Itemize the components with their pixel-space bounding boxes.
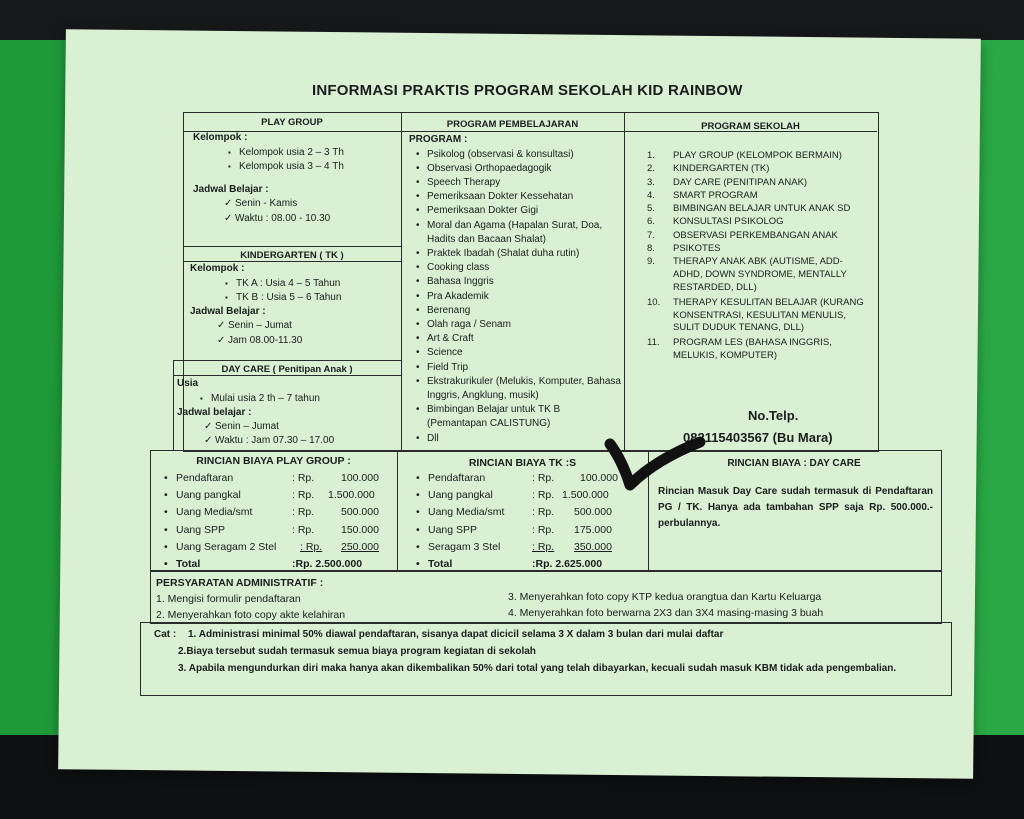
tk-kelompok-list — [224, 277, 395, 305]
list-item: 3. Apabila mengundurkan diri maka hanya akan dikembalikan 50% dari total yang telah dibayarkan, kecuali sudah masuk KBM tidak ada pengembalian. — [178, 663, 897, 674]
list-item: 8. PSIKOTES — [647, 243, 721, 255]
list-item: • Art & Craft — [415, 332, 621, 346]
list-item: ▪ Mulai usia 2 th – 7 tahun — [199, 392, 397, 406]
fees-pg-table — [164, 470, 394, 573]
daycare-section — [177, 377, 397, 449]
list-item: 1. PLAY GROUP (KELOMPOK BERMAIN) — [647, 150, 842, 161]
tk-section — [190, 262, 395, 348]
fees-pg-header: RINCIAN BIAYA PLAY GROUP : — [196, 455, 351, 467]
fees-dc-text: Rincian Masuk Day Care sudah termasuk di Pendaftaran PG / TK. Hanya ada tambahan SPP saja Rp. 500.000.- perbulannya. — [658, 486, 933, 529]
program-sekolah-section — [647, 150, 872, 363]
list-item: • Pemeriksaan Dokter Kessehatan — [415, 190, 621, 204]
list-item: ▪ TK A : Usia 4 – 5 Tahun — [224, 277, 395, 291]
tk-kelompok-label: Kelompok : — [190, 263, 245, 274]
list-item: • Olah raga / Senam — [415, 318, 621, 332]
fee-row: • Uang SPP : Rp. 175.000 — [416, 522, 644, 539]
dc-jadwal-label: Jadwal belajar : — [177, 406, 252, 418]
pg-tk-divider — [183, 246, 401, 247]
list-item: 4. SMART PROGRAM — [647, 189, 758, 201]
list-item: ▪ Kelompok usia 3 – 4 Th — [227, 160, 393, 174]
requirements-right — [508, 589, 938, 621]
fee-row: • Pendaftaran : Rp. 100.000 — [164, 470, 394, 487]
tk-jadwal-label: Jadwal Belajar : — [190, 305, 266, 317]
list-item: 11. PROGRAM LES (BAHASA INGGRIS, MELUKIS, KOMPUTER) — [647, 337, 832, 361]
fees-tk-table — [416, 470, 644, 573]
requirements-left — [156, 591, 496, 623]
list-item: ✓ Senin – Jumat — [216, 319, 395, 333]
list-item: 1. Administrasi minimal 50% diawal pendaftaran, sisanya dapat dicicil selama 3 X dalam 3 bulan dari mulai daftar — [188, 629, 724, 640]
list-item: 3. DAY CARE (PENITIPAN ANAK) — [647, 176, 808, 188]
col-header-play-group: PLAY GROUP — [261, 117, 323, 128]
list-item: • Moral dan Agama (Hapalan Surat, Doa, Hadits dan Bacaan Shalat) — [415, 219, 621, 247]
dc-usia-label: Usia — [177, 378, 199, 389]
list-item: • Field Trip — [415, 361, 621, 375]
fee-row: • Uang pangkal : Rp. 1.500.000 — [416, 487, 644, 504]
list-item: 6. KONSULTASI PSIKOLOG — [647, 216, 784, 228]
dc-jadwal-list — [203, 420, 397, 448]
list-item: 10. THERAPY KESULITAN BELAJAR (KURANG KONSENTRASI, KESULITAN MENULIS, SULIT DUDUK TENANG, DLL) — [647, 296, 864, 334]
list-item: • Praktek Ibadah (Shalat duha rutin) — [415, 247, 621, 261]
tk-jadwal-list — [216, 319, 395, 347]
list-item: ✓ Senin – Jumat — [203, 420, 397, 434]
document-title: INFORMASI PRAKTIS PROGRAM SEKOLAH KID RAINBOW — [312, 82, 743, 99]
divider-col2 — [624, 112, 625, 450]
notes-list — [178, 626, 943, 677]
list-item: 2.Biaya tersebut sudah termasuk semua biaya program kegiatan di sekolah — [178, 646, 536, 657]
fee-total-row: • Total :Rp. 2.500.000 — [164, 556, 394, 573]
divider-col1 — [401, 112, 402, 450]
pg-kelompok-label: Kelompok : — [193, 132, 248, 143]
dc-usia-list — [199, 392, 397, 406]
list-item: 1. Mengisi formulir pendaftaran — [156, 593, 301, 605]
notes-label: Cat : — [154, 629, 177, 640]
pg-kelompok-list — [227, 146, 393, 174]
list-item: ▪ Kelompok usia 2 – 3 Th — [227, 146, 393, 160]
fees-tk-header: RINCIAN BIAYA TK :S — [468, 457, 577, 469]
list-item: • Speech Therapy — [415, 176, 621, 190]
program-label: PROGRAM : — [409, 134, 468, 145]
list-item: • Pra Akademik — [415, 290, 621, 304]
col-header-program-sekolah: PROGRAM SEKOLAH — [701, 121, 800, 132]
dc-header-line — [173, 375, 401, 376]
list-item: • Ekstrakurikuler (Melukis, Komputer, Bahasa Inggris, Angklung, musik) — [415, 375, 621, 403]
program-list — [415, 148, 621, 446]
list-item: • Dll — [415, 432, 621, 446]
tk-header: KINDERGARTEN ( TK ) — [240, 250, 344, 261]
list-item: • Science — [415, 346, 621, 360]
fee-row: • Uang Media/smt : Rp. 500.000 — [416, 504, 644, 521]
list-item: • Psikolog (observasi & konsultasi) — [415, 148, 621, 162]
list-item: • Bahasa Inggris — [415, 275, 621, 289]
list-item: • Bimbingan Belajar untuk TK B (Pemantapan CALISTUNG) — [415, 403, 621, 431]
list-item: 4. Menyerahkan foto berwarna 2X3 dan 3X4 masing-masing 3 buah — [508, 607, 824, 619]
play-group-section — [193, 131, 393, 226]
program-pembelajaran-section — [409, 133, 621, 446]
list-item: 3. Menyerahkan foto copy KTP kedua orangtua dan Kartu Keluarga — [508, 591, 822, 603]
fee-total-row: • Total :Rp. 2.625.000 — [416, 556, 644, 573]
fees-dc-header: RINCIAN BIAYA : DAY CARE — [727, 458, 861, 469]
pg-jadwal-list — [223, 197, 393, 225]
list-item: 5. BIMBINGAN BELAJAR UNTUK ANAK SD — [647, 203, 851, 215]
fee-row: • Seragam 3 Stel : Rp. 350.000 — [416, 539, 644, 556]
program-sekolah-list — [647, 150, 872, 363]
list-item: ✓ Senin - Kamis — [223, 197, 393, 211]
requirements-header: PERSYARATAN ADMINISTRATIF : — [156, 577, 324, 589]
list-item: ✓ Jam 08.00-11.30 — [216, 334, 395, 348]
list-item: • Berenang — [415, 304, 621, 318]
list-item: • Pemeriksaan Dokter Gigi — [415, 204, 621, 218]
list-item: ▪ TK B : Usia 5 – 6 Tahun — [224, 291, 395, 305]
list-item: 7. OBSERVASI PERKEMBANGAN ANAK — [647, 229, 838, 241]
fee-row: • Uang Media/smt : Rp. 500.000 — [164, 504, 394, 521]
fee-row: • Uang pangkal : Rp. 1.500.000 — [164, 487, 394, 504]
list-item: 9. THERAPY ANAK ABK (AUTISME, ADD-ADHD, DOWN SYNDROME, MENTALLY RESTARDED, DLL) — [647, 256, 847, 293]
fee-row: • Pendaftaran : Rp. 100.000 — [416, 470, 644, 487]
phone-number: 082115403567 (Bu Mara) — [683, 430, 833, 445]
col-header-program-pembelajaran: PROGRAM PEMBELAJARAN — [446, 119, 579, 130]
list-item: ✓ Waktu : Jam 07.30 – 17.00 — [203, 434, 397, 448]
fee-row: • Uang SPP : Rp. 150.000 — [164, 522, 394, 539]
list-item: 2. KINDERGARTEN (TK) — [647, 163, 770, 175]
daycare-header: DAY CARE ( Penitipan Anak ) — [221, 364, 353, 375]
list-item: ✓ Waktu : 08.00 - 10.30 — [223, 212, 393, 226]
list-item: • Observasi Orthopaedagogik — [415, 162, 621, 176]
pg-jadwal-label: Jadwal Belajar : — [193, 183, 269, 195]
phone-label: No.Telp. — [748, 408, 799, 423]
list-item: • Cooking class — [415, 261, 621, 275]
list-item: 2. Menyerahkan foto copy akte kelahiran — [156, 609, 346, 621]
tk-dc-divider — [173, 360, 401, 361]
fee-row: • Uang Seragam 2 Stel : Rp. 250.000 — [164, 539, 394, 556]
